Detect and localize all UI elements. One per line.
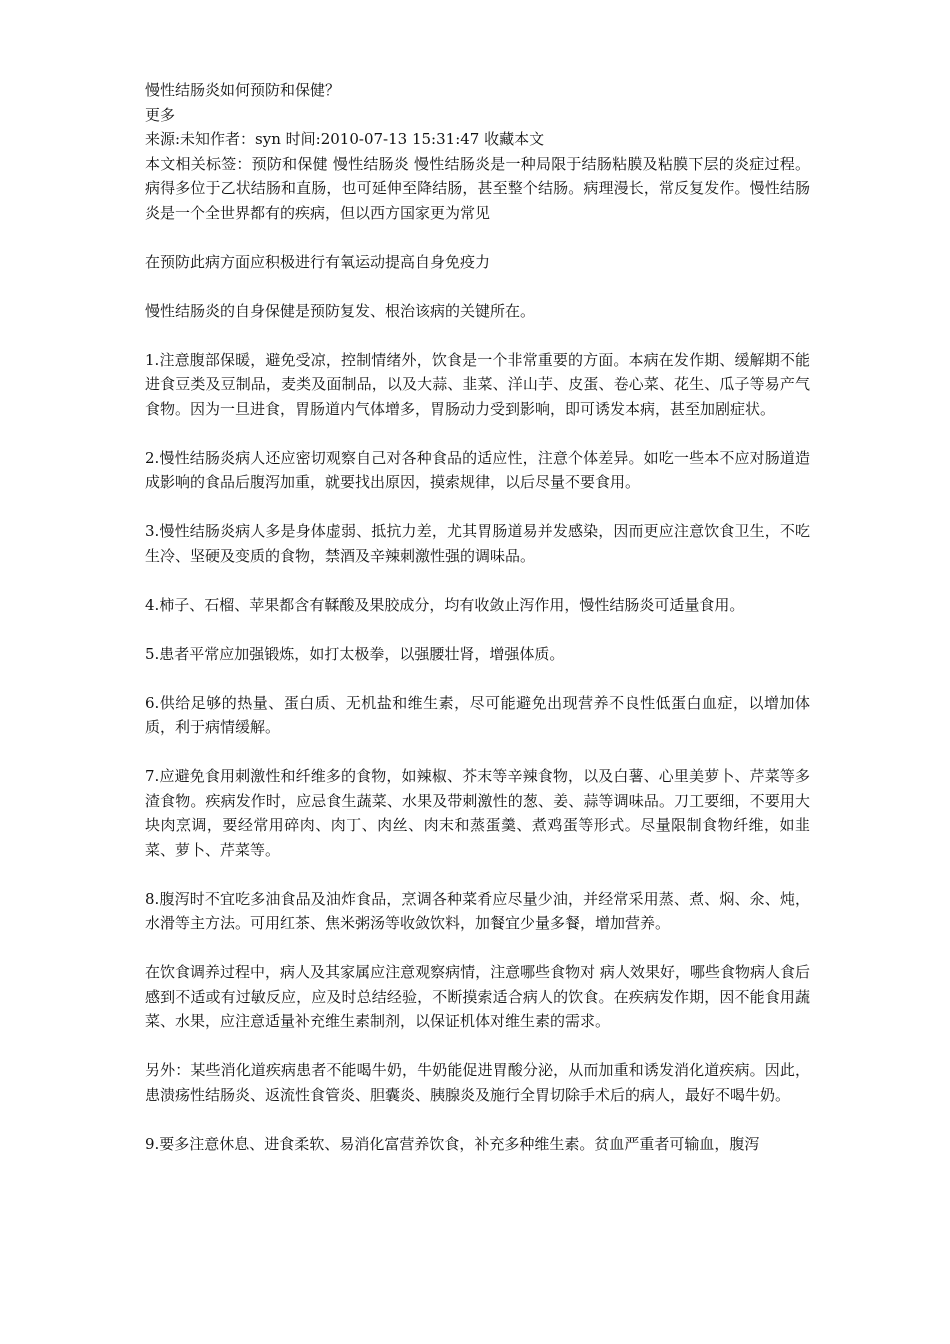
article xyxy=(145,78,810,1156)
list-item-7: 7.应避免食用刺激性和纤维多的食物，如辣椒、芥末等辛辣食物，以及白薯、心里美萝卜、芹菜等多渣食物。疾病发作时，应忌食生蔬菜、水果及带刺激性的葱、姜、蒜等调味品。刀工要细，不要用大块肉烹调，要经常用碎肉、肉丁、肉丝、肉末和蒸蛋羹、煮鸡蛋等形式。尽量限制食物纤维，如韭菜、萝卜、芹菜等。 xyxy=(145,767,810,859)
paragraph-prevention: 在预防此病方面应积极进行有氧运动提高自身免疫力 xyxy=(145,252,491,271)
paragraph-diet-care: 在饮食调养过程中，病人及其家属应注意观察病情，注意哪些食物对 病人效果好，哪些食物病人食后感到不适或有过敏反应，应及时总结经验，不断摸索适合病人的饮食。在疾病发作期，因不能食用蔬菜、水果，应注意适量补充维生素制剂，以保证机体对维生素的需求。 xyxy=(145,963,810,1030)
list-item-1: 1.注意腹部保暖，避免受凉，控制情绪外，饮食是一个非常重要的方面。本病在发作期、缓解期不能进食豆类及豆制品，麦类及面制品，以及大蒜、韭菜、洋山芋、皮蛋、卷心菜、花生、瓜子等易产气食物。因为一旦进食，胃肠道内气体增多，胃肠动力受到影响，即可诱发本病，甚至加剧症状。 xyxy=(145,350,810,418)
article-title: 慢性结肠炎如何预防和保健？ xyxy=(145,81,341,99)
paragraph-milk-note: 另外：某些消化道疾病患者不能喝牛奶，牛奶能促进胃酸分泌，从而加重和诱发消化道疾病。因此，患溃疡性结肠炎、返流性食管炎、胆囊炎、胰腺炎及施行全胃切除手术后的病人，最好不喝牛奶。 xyxy=(145,1061,810,1104)
list-item-3: 3.慢性结肠炎病人多是身体虚弱、抵抗力差，尤其胃肠道易并发感染，因而更应注意饮食卫生，不吃生冷、坚硬及变质的食物，禁酒及辛辣刺激性强的调味品。 xyxy=(145,522,810,565)
list-item-4: 4.柿子、石榴、苹果都含有鞣酸及果胶成分，均有收敛止泻作用，慢性结肠炎可适量食用。 xyxy=(145,595,745,614)
list-item-9: 9.要多注意休息、进食柔软、易消化富营养饮食，补充多种维生素。贫血严重者可输血，腹泻 xyxy=(145,1134,760,1153)
list-item-8: 8.腹泻时不宜吃多油食品及油炸食品，烹调各种菜肴应尽量少油，并经常采用蒸、煮、焖、氽、炖，水滑等主方法。可用红茶、焦米粥汤等收敛饮料，加餐宜少量多餐，增加营养。 xyxy=(145,889,810,932)
list-item-2: 2.慢性结肠炎病人还应密切观察自己对各种食品的适应性，注意个体差异。如吃一些本不应对肠道造成影响的食品后腹泻加重，就要找出原因，摸索规律，以后尽量不要食用。 xyxy=(145,448,810,491)
paragraph-self-care: 慢性结肠炎的自身保健是预防复发、根治该病的关键所在。 xyxy=(145,301,536,320)
article-intro: 本文相关标签：预防和保健 慢性结肠炎 慢性结肠炎是一种局限于结肠粘膜及粘膜下层的炎症过程。病得多位于乙状结肠和直肠，也可延伸至降结肠，甚至整个结肠。病理漫长，常反复发作。慢性结肠炎是一个全世界都有的疾病，但以西方国家更为常见 xyxy=(145,154,810,222)
list-item-6: 6.供给足够的热量、蛋白质、无机盐和维生素，尽可能避免出现营养不良性低蛋白血症，以增加体质，利于病情缓解。 xyxy=(145,693,810,736)
article-meta: 来源:未知作者：syn 时间:2010-07-13 15:31:47 收藏本文 xyxy=(145,130,545,148)
more-link[interactable]: 更多 xyxy=(145,105,176,124)
list-item-5: 5.患者平常应加强锻炼，如打太极拳，以强腰壮肾，增强体质。 xyxy=(145,644,565,663)
